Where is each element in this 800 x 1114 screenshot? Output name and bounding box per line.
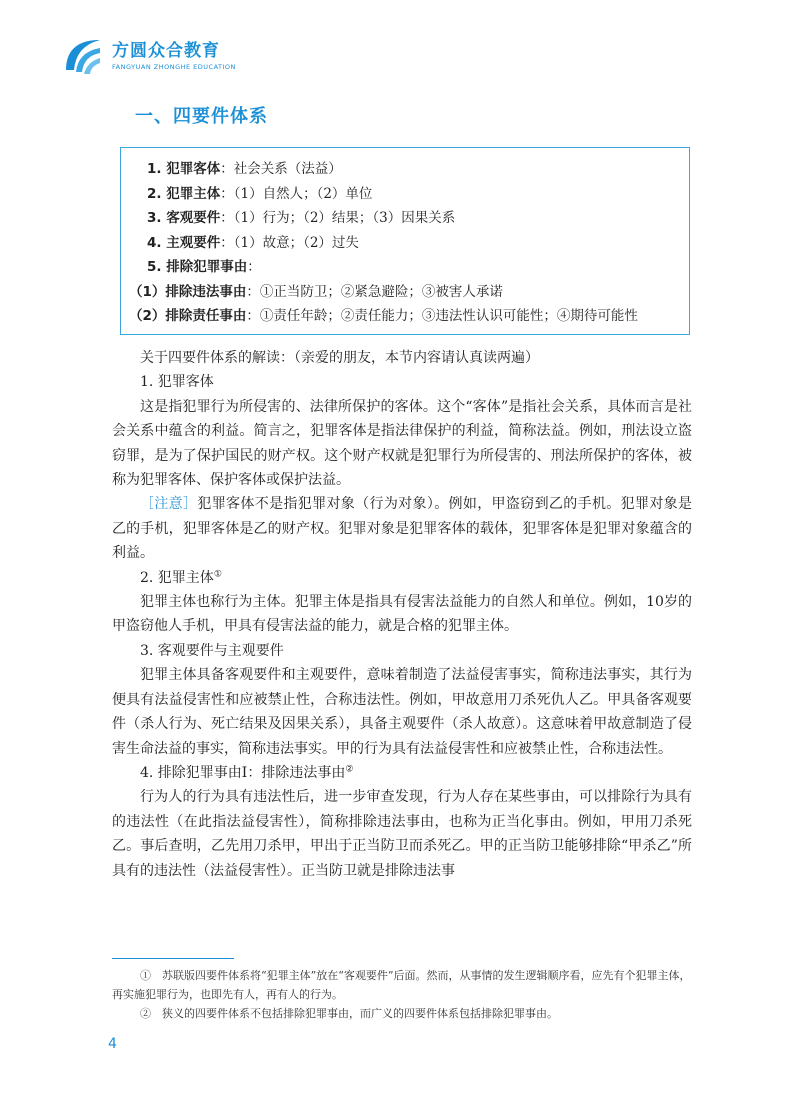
page-number: 4	[108, 1036, 117, 1052]
note-tag: ［注意］	[140, 496, 198, 513]
footnotes	[112, 966, 692, 1023]
summary-row	[147, 231, 689, 256]
subheading-exclusion	[112, 761, 692, 785]
summary-label: （2）排除责任事由	[129, 308, 247, 324]
summary-text: ：①责任年龄；②责任能力；③违法性认识可能性；④期待可能性	[246, 308, 638, 324]
paragraph-elements: 犯罪主体具备客观要件和主观要件，意味着制造了法益侵害事实，简称违法事实，其行为便具有法益侵害性和应被禁止性，合称违法性。例如，甲故意用刀杀死仇人乙。甲具备客观要件（杀人行为、死亡结果及因果关系），具备主观要件（杀人故意）。这意味着甲故意制造了侵害生命法益的事实，简称违法事实。甲的行为具有法益侵害性和应被禁止性，合称违法性。	[112, 667, 692, 757]
summary-text: ：（1）故意；（2）过失	[220, 234, 359, 251]
summary-label: 5. 排除犯罪事由	[147, 259, 248, 275]
summary-text: ：（1）行为；（2）结果；（3）因果关系	[220, 210, 456, 226]
subheading-exclusion-text: 4. 排除犯罪事由Ⅰ：排除违法事由	[140, 764, 346, 781]
summary-row	[147, 206, 689, 231]
subheading-subject	[112, 566, 692, 590]
footnote-2: ② 狭义的四要件体系不包括排除犯罪事由，而广义的四要件体系包括排除犯罪事由。	[140, 1007, 558, 1020]
summary-row	[147, 182, 689, 207]
summary-text: ：（1）自然人；（2）单位	[220, 185, 373, 202]
summary-row	[147, 255, 689, 280]
note-paragraph	[112, 492, 692, 565]
summary-row	[129, 280, 689, 305]
summary-label: 3. 客观要件	[147, 210, 221, 226]
summary-text: ：社会关系（法益）	[220, 161, 342, 177]
logo-chinese-name: 方圆众合教育	[112, 41, 220, 62]
summary-row	[129, 304, 689, 329]
footnote-1: ① 苏联版四要件体系将“犯罪主体”放在“客观要件”后面。然而，从事情的发生逻辑顺序看，应先有个犯罪主体，再实施犯罪行为，也即先有人，再有人的行为。	[112, 969, 691, 1001]
summary-text: ：①正当防卫；②紧急避险；③被害人承诺	[246, 283, 503, 300]
footnote-ref-1[interactable]: ①	[213, 569, 222, 579]
logo-emblem-icon	[62, 36, 104, 78]
logo	[62, 34, 262, 80]
summary-label: （1）排除违法事由	[129, 283, 247, 300]
logo-english-name: FANGYUAN ZHONGHE EDUCATION	[112, 63, 236, 72]
subheading-elements: 3. 客观要件与主观要件	[140, 642, 284, 659]
paragraph-subject: 犯罪主体也称行为主体。犯罪主体是指具有侵害法益能力的自然人和单位。例如，10岁的甲盗窃他人手机，甲具有侵害法益的能力，就是合格的犯罪主体。	[112, 594, 692, 635]
footnote-divider	[112, 958, 234, 959]
summary-box	[120, 147, 690, 335]
summary-label: 1. 犯罪客体	[147, 161, 221, 177]
paragraph-object: 这是指犯罪行为所侵害的、法律所保护的客体。这个“客体”是指社会关系，具体而言是社会关系中蕴含的利益。简言之，犯罪客体是指法律保护的利益，简称法益。例如，刑法设立盗窃罪，是为了保护国民的财产权。这个财产权就是犯罪行为所侵害的、刑法所保护的客体，被称为犯罪客体、保护客体或保护法益。	[112, 398, 692, 489]
subheading-object: 1. 犯罪客体	[140, 374, 214, 391]
subheading-subject-text: 2. 犯罪主体	[140, 569, 214, 586]
summary-row	[147, 157, 689, 182]
summary-label: 4. 主观要件	[147, 234, 221, 251]
note-text: 犯罪客体不是指犯罪对象（行为对象）。例如，甲盗窃到乙的手机。犯罪对象是乙的手机，犯罪客体是乙的财产权。犯罪对象是犯罪客体的载体，犯罪客体是犯罪对象蕴含的利益。	[112, 496, 693, 562]
footnote-ref-2[interactable]: ②	[345, 764, 354, 775]
intro-paragraph: 关于四要件体系的解读：（亲爱的朋友，本节内容请认真读两遍）	[140, 350, 539, 366]
paragraph-exclusion: 行为人的行为具有违法性后，进一步审查发现，行为人存在某些事由，可以排除行为具有的违法性（在此指法益侵害性），简称排除违法事由，也称为正当化事由。例如，甲用刀杀死乙。事后查明，乙先用刀杀甲，甲出于正当防卫而杀死乙。甲的正当防卫能够排除“甲杀乙”所具有的违法性（法益侵害性）。正当防卫就是排除违法事	[112, 789, 692, 879]
summary-text: ：	[247, 259, 261, 275]
body-text	[112, 346, 692, 883]
section-title: 一、四要件体系	[135, 106, 268, 127]
summary-label: 2. 犯罪主体	[147, 185, 221, 202]
